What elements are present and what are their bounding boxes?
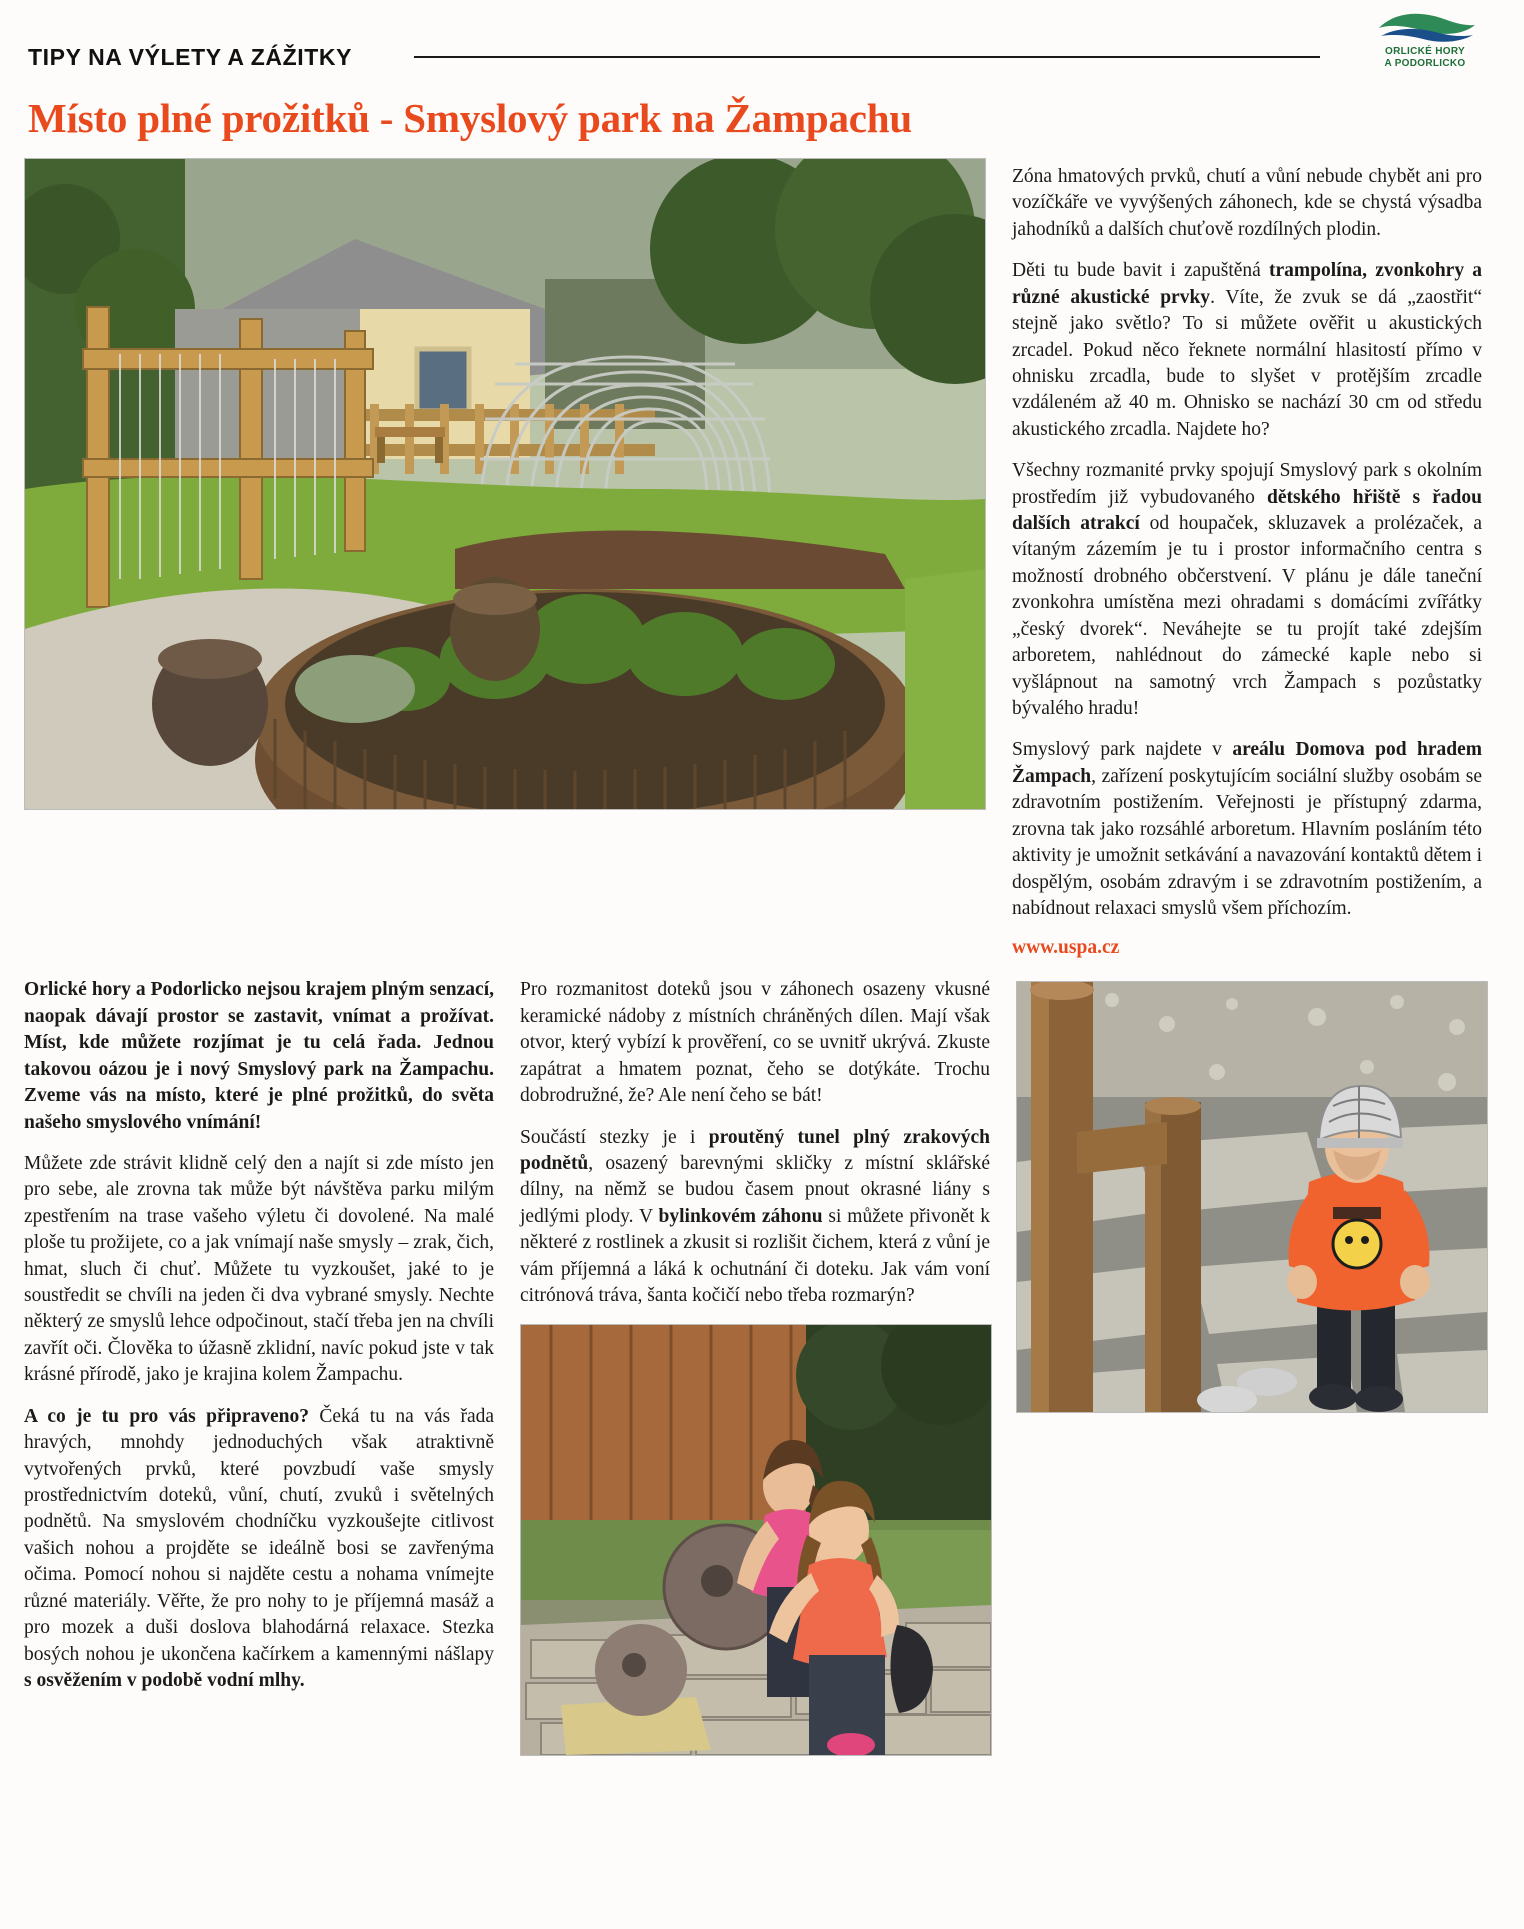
c3-p3-c: od houpaček, skluzavek a prolézaček, a vítaným zázemím je tu i prostor informačního centra s možností drobného občerstvení. V plánu je dále taneční zvonkohra umístěna mezi ohradami s domácími zvířátky „český dvorek“. Neváhejte se tu projít také zdejším arboretem, nahlédnout do zámecké kaple nebo si vyšlápnout na samotný vrch Žampach s pozůstatky bývalého hradu! <box>1012 513 1483 720</box>
publisher-logo <box>1350 6 1500 69</box>
c2-p2-c: , osazený barevnými skličky z místní sklářské dílny, na němž se budou časem pnout okrasné liány s jedlými plody. V <box>520 1152 990 1227</box>
photo-boy-illustration <box>1017 982 1487 1412</box>
c3-p4-c: , zařízení poskytujícím sociální služby osobám se zdravotním postižením. Veřejnosti je přístupný zdarma, zrovna tak jako rozsáhlé arboretum. Hlavním posláním této aktivity je umožnit setkávání a navazování kontaktů dětem i dospělým, osobám zdravým i se zdravotním postižením, a nabídnout relaxaci smyslů všem příchozím. <box>1012 765 1482 919</box>
column-1 <box>24 977 494 1709</box>
c3-paragraph-3 <box>1012 458 1482 722</box>
top-area <box>24 158 1500 959</box>
masthead <box>24 0 1500 92</box>
kicker-rule <box>414 56 1320 58</box>
section-kicker: TIPY NA VÝLETY A ZÁŽITKY <box>28 44 353 70</box>
c3-paragraph-2 <box>1012 258 1482 443</box>
c3-p3-a: Všechny rozmanité prvky spojují Smyslový park s okolním prostředím již vybudovaného <box>1012 460 1482 508</box>
photo-girls-illustration <box>521 1325 991 1755</box>
column-3-lower <box>1016 977 1486 1413</box>
website-link[interactable]: www.uspa.cz <box>1012 937 1120 959</box>
c3-p4-a: Smyslový park najdete v <box>1012 739 1233 761</box>
lower-columns <box>24 977 1500 1756</box>
c1-p3-rest: Čeká tu na vás řada hravých, mnohdy jednoduchých však atraktivně vytvořených prvků, které povzbudí vaše smysly prostřednictvím doteků, vůní, chutí, zvuků i světelných podnětů. Na smyslovém chodníčku vyzkoušejte citlivost vašich nohou a projděte se ideálně bosi se zavřenýma očima. Pomocí nohou si najděte cestu a nohama vnímejte různé materiály. Věřte, že pro nohy to je příjemná masáž a pro mozek a duši doslova blahodárná relaxace. Stezka bosých nohou je ukončena kačírkem a kamennými nášlapy <box>24 1405 495 1665</box>
c2-p2-bold-1: proutěný tunel plný zrakových podnětů <box>520 1126 990 1174</box>
c1-paragraph-1: Orlické hory a Podorlicko nejsou krajem plným senzací, naopak dávají prostor se zastavit, vnímat a prožívat. Míst, kde můžete rozjímat je tu celá řada. Jednou takovou oázou je i nový Smyslový park na Žampachu. Zveme vás na místo, které je plné prožitků, do světa našeho smyslového vnímání! <box>24 979 494 1133</box>
column-2 <box>520 977 990 1756</box>
hero-photo <box>24 158 986 810</box>
c3-paragraph-4 <box>1012 737 1482 922</box>
logo-line-1: ORLICKÉ HORY <box>1385 46 1465 57</box>
logo-text <box>1350 46 1500 69</box>
c2-paragraph-1: Pro rozmanitost doteků jsou v záhonech osazeny vkusné keramické nádoby z místních chráněných dílen. Mají však otvor, který vybízí k prověření, co se uvnitř ukrývá. Zkuste zapátrat a hmatem poznat, čeho se dotýkáte. Trochu dobrodružné, že? Ale není čeho se bát! <box>520 979 990 1107</box>
c1-paragraph-2: Můžete zde strávit klidně celý den a najít si zde místo jen pro sebe, ale zrovna tak může být návštěva parku milým zpestřením na trase vašeho výletu či dovolené. Na malé ploše tu prožijete, co a jak vnímají naše smysly – zrak, čich, hmat, sluch či chuť. Můžete tu vyzkoušet, jaké to je soustředit se chvíli na jeden či dva vybrané smysly. Nechte některý ze smyslů lehce odpočinout, stačí třeba jen na chvíli zavřít oči. Člověka to úžasně zklidní, navíc pokud jste v tak krásné přírodě, jako je krajina kolem Žampachu. <box>24 1152 495 1386</box>
hero-photo-illustration <box>25 159 985 809</box>
c3-p4-bold: areálu Domova pod hradem Žampach <box>1012 739 1483 787</box>
logo-line-2: A PODORLICKO <box>1384 57 1466 69</box>
article-headline: Místo plné prožitků - Smyslový park na Žampachu <box>28 95 913 141</box>
c3-p2-bold: trampolína, zvonkohry a různé akustické prvky <box>1012 260 1482 308</box>
c3-paragraph-1: Zóna hmatových prvků, chutí a vůní nebude chybět ani pro vozíčkáře ve vyvýšených záhonech, kde se chystá výsadba jahodníků a dalších chuťově rozdílných plodin. <box>1012 166 1482 240</box>
mountain-wave-icon <box>1365 6 1485 44</box>
c1-p3-lead: A co je tu pro vás připraveno? <box>24 1405 309 1427</box>
column-3 <box>1012 158 1482 959</box>
c3-p2-a: Děti tu bude bavit i zapuštěná <box>1012 260 1269 282</box>
c2-p2-e: si můžete přivonět k některé z rostlinek a zkusit si rozlišit čichem, která z vůní je vám příjemná a láká k ochutnání či doteku. Jak vám voní citrónová tráva, šanta kočičí nebo třeba rozmarýn? <box>520 1205 990 1307</box>
c2-p2-a: Součástí stezky je i <box>520 1126 709 1148</box>
c3-p3-bold: dětského hřiště s řadou dalších atrakcí <box>1012 486 1482 535</box>
c2-paragraph-2 <box>520 1125 990 1310</box>
c3-p2-c: . Víte, že zvuk se dá „zaostřit“ stejně jako světlo? To si můžete ověřit u akustických zrcadel. Pokud něco řeknete normální hlasitostí přímo v ohnisku zrcadla, bude to slyšet v protějším zrcadle vzdáleném až 40 m. Ohnisko se nachází 30 cm od středu akustického zrcadla. Najdete ho? <box>1012 286 1482 440</box>
c2-p2-bold-2: bylinkovém záhonu <box>658 1205 823 1227</box>
c1-p3-tail: s osvěžením v podobě vodní mlhy. <box>24 1669 305 1691</box>
photo-girls-ceramic <box>520 1324 992 1756</box>
c1-paragraph-3 <box>24 1404 494 1695</box>
photo-boy-helmet <box>1016 981 1488 1413</box>
